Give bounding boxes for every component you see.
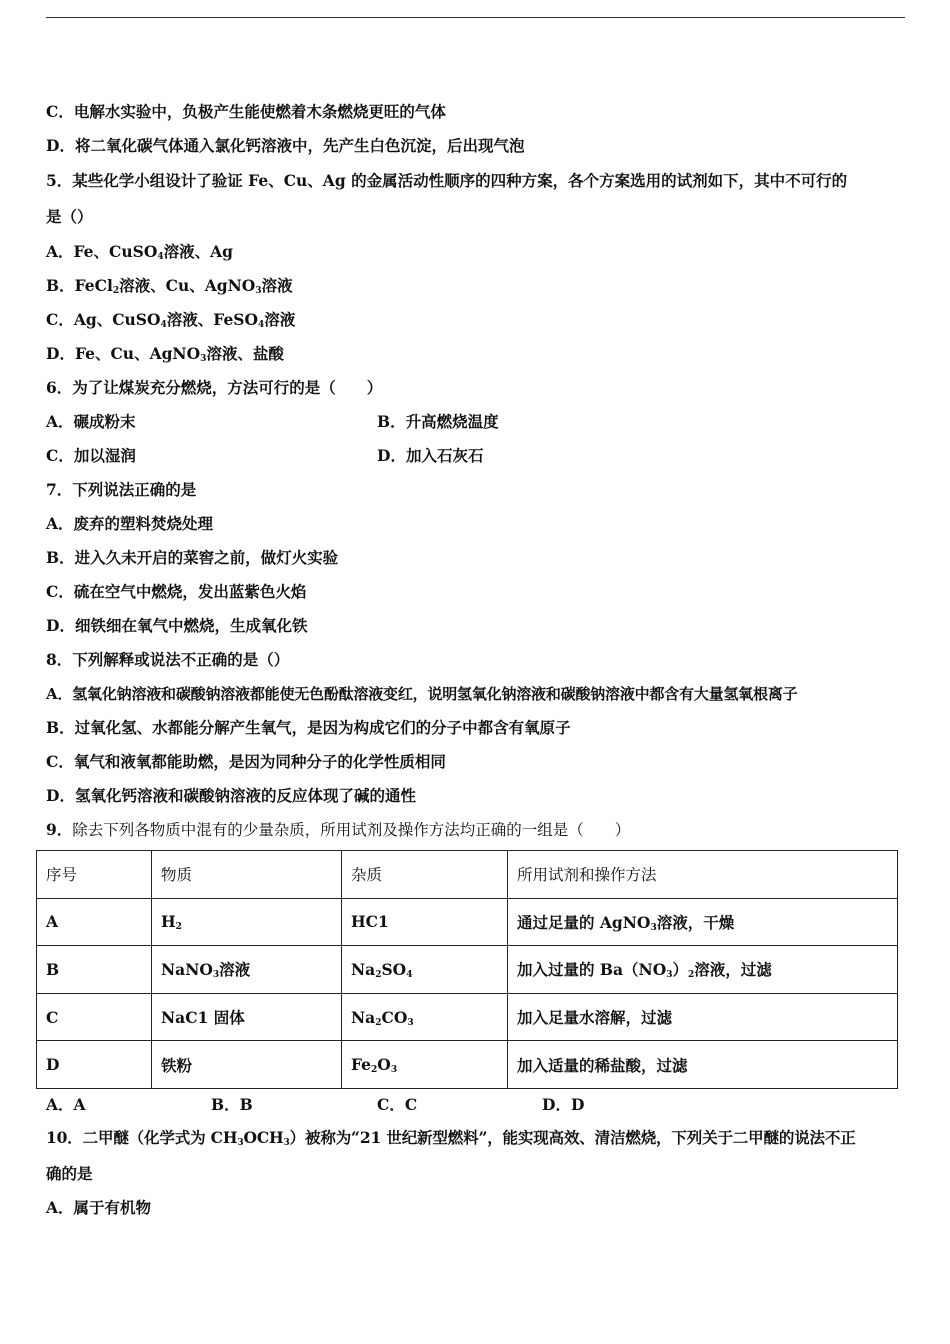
- q5-stem-line2: 是（）: [46, 207, 93, 226]
- q9-option-b: B．B: [211, 1095, 253, 1114]
- q4-option-c: C．电解水实验中，负极产生能使燃着木条燃烧更旺的气体: [46, 102, 446, 121]
- table-header-cell: 物质: [152, 851, 342, 899]
- q7-option-d: D．细铁细在氧气中燃烧，生成氧化铁: [46, 616, 308, 635]
- q8-option-c: C．氧气和液氧都能助燃，是因为同种分子的化学性质相同: [46, 752, 446, 771]
- q5-option-d: D．Fe、Cu、AgNO$_3$溶液、盐酸: [46, 344, 284, 364]
- table-cell-impurity: $Na_2SO_4$: [342, 946, 508, 994]
- q8-option-a: A．氢氧化钠溶液和碳酸钠溶液都能使无色酚酞溶液变红，说明氢氧化钠溶液和碳酸钠溶液中都含有大量氢氧根离子: [46, 685, 798, 703]
- table-cell-id: A: [37, 898, 152, 946]
- header-rule: [46, 17, 905, 18]
- table-cell-impurity: $Fe_2O_3$: [342, 1041, 508, 1089]
- table-cell-method: 加入适量的稀盐酸，过滤: [508, 1041, 898, 1089]
- q10-stem-line1: 10．二甲醚（化学式为 $CH_3OCH_3$）被称为“21 世纪新型燃料”，能实现高效、清洁燃烧，下列关于二甲醚的说法不正: [46, 1128, 856, 1148]
- q6-option-c: C．加以湿润: [46, 446, 136, 465]
- q5-option-c: C．Ag、CuSO$_4$溶液、FeSO$_4$溶液: [46, 310, 296, 330]
- q10-option-a: A．属于有机物: [46, 1198, 152, 1217]
- q6-option-b: B．升高燃烧温度: [377, 412, 499, 431]
- table-row: [37, 946, 898, 994]
- table-cell-method: 加入过量的 $Ba(NO_3)_2$溶液，过滤: [508, 946, 898, 994]
- table-cell-method: 通过足量的 AgNO$_3$溶液，干燥: [508, 898, 898, 946]
- q9-option-d: D．D: [542, 1095, 585, 1114]
- q7-stem: 7．下列说法正确的是: [46, 480, 197, 499]
- q8-stem: 8．下列解释或说法不正确的是（）: [46, 650, 290, 669]
- q6-stem: 6．为了让煤炭充分燃烧，方法可行的是（ ）: [46, 378, 383, 397]
- table-cell-id: B: [37, 946, 152, 994]
- q5-option-a: A．Fe、CuSO$_4$溶液、Ag: [46, 242, 233, 262]
- table-cell-id: C: [37, 993, 152, 1041]
- table-header-cell: 杂质: [342, 851, 508, 899]
- q6-option-a: A．碾成粉末: [46, 412, 136, 431]
- q9-options: [0, 1093, 950, 1113]
- table-cell-impurity: HC1: [342, 898, 508, 946]
- q7-option-b: B．进入久未开启的菜窖之前，做灯火实验: [46, 548, 339, 567]
- q10-stem-line2: 确的是: [46, 1164, 93, 1183]
- q6-option-d: D．加入石灰石: [377, 446, 484, 465]
- table-cell-substance: NaNO$_3$溶液: [152, 946, 342, 994]
- table-header-cell: 所用试剂和操作方法: [508, 851, 898, 899]
- table-cell-substance: $H_2$: [152, 898, 342, 946]
- q7-option-c: C．硫在空气中燃烧，发出蓝紫色火焰: [46, 582, 307, 601]
- table-row: [37, 898, 898, 946]
- q9-table: [36, 850, 898, 1089]
- table-cell-substance: 铁粉: [152, 1041, 342, 1089]
- table-row: [37, 1041, 898, 1089]
- q8-option-d: D．氢氧化钙溶液和碳酸钠溶液的反应体现了碱的通性: [46, 786, 416, 805]
- q7-option-a: A．废弃的塑料焚烧处理: [46, 514, 214, 533]
- table-cell-impurity: $Na_2CO_3$: [342, 993, 508, 1041]
- table-header-cell: 序号: [37, 851, 152, 899]
- q4-option-d: D．将二氧化碳气体通入氯化钙溶液中，先产生白色沉淀，后出现气泡: [46, 136, 525, 155]
- table-cell-id: D: [37, 1041, 152, 1089]
- q9-stem: 9．除去下列各物质中混有的少量杂质，所用试剂及操作方法均正确的一组是（ ）: [46, 820, 631, 839]
- table-row: [37, 993, 898, 1041]
- table-header-row: [37, 851, 898, 899]
- table-cell-method: 加入足量水溶解，过滤: [508, 993, 898, 1041]
- q9-option-c: C．C: [377, 1095, 418, 1114]
- q9-option-a: A．A: [46, 1095, 86, 1114]
- q8-option-b: B．过氧化氢、水都能分解产生氧气，是因为构成它们的分子中都含有氧原子: [46, 718, 571, 737]
- table-cell-substance: NaC1 固体: [152, 993, 342, 1041]
- q5-stem-line1: 5．某些化学小组设计了验证 Fe、Cu、Ag 的金属活动性顺序的四种方案，各个方案选用的试剂如下，其中不可行的: [46, 171, 848, 190]
- q5-option-b: B．FeCl$_2$溶液、Cu、AgNO$_3$溶液: [46, 276, 293, 296]
